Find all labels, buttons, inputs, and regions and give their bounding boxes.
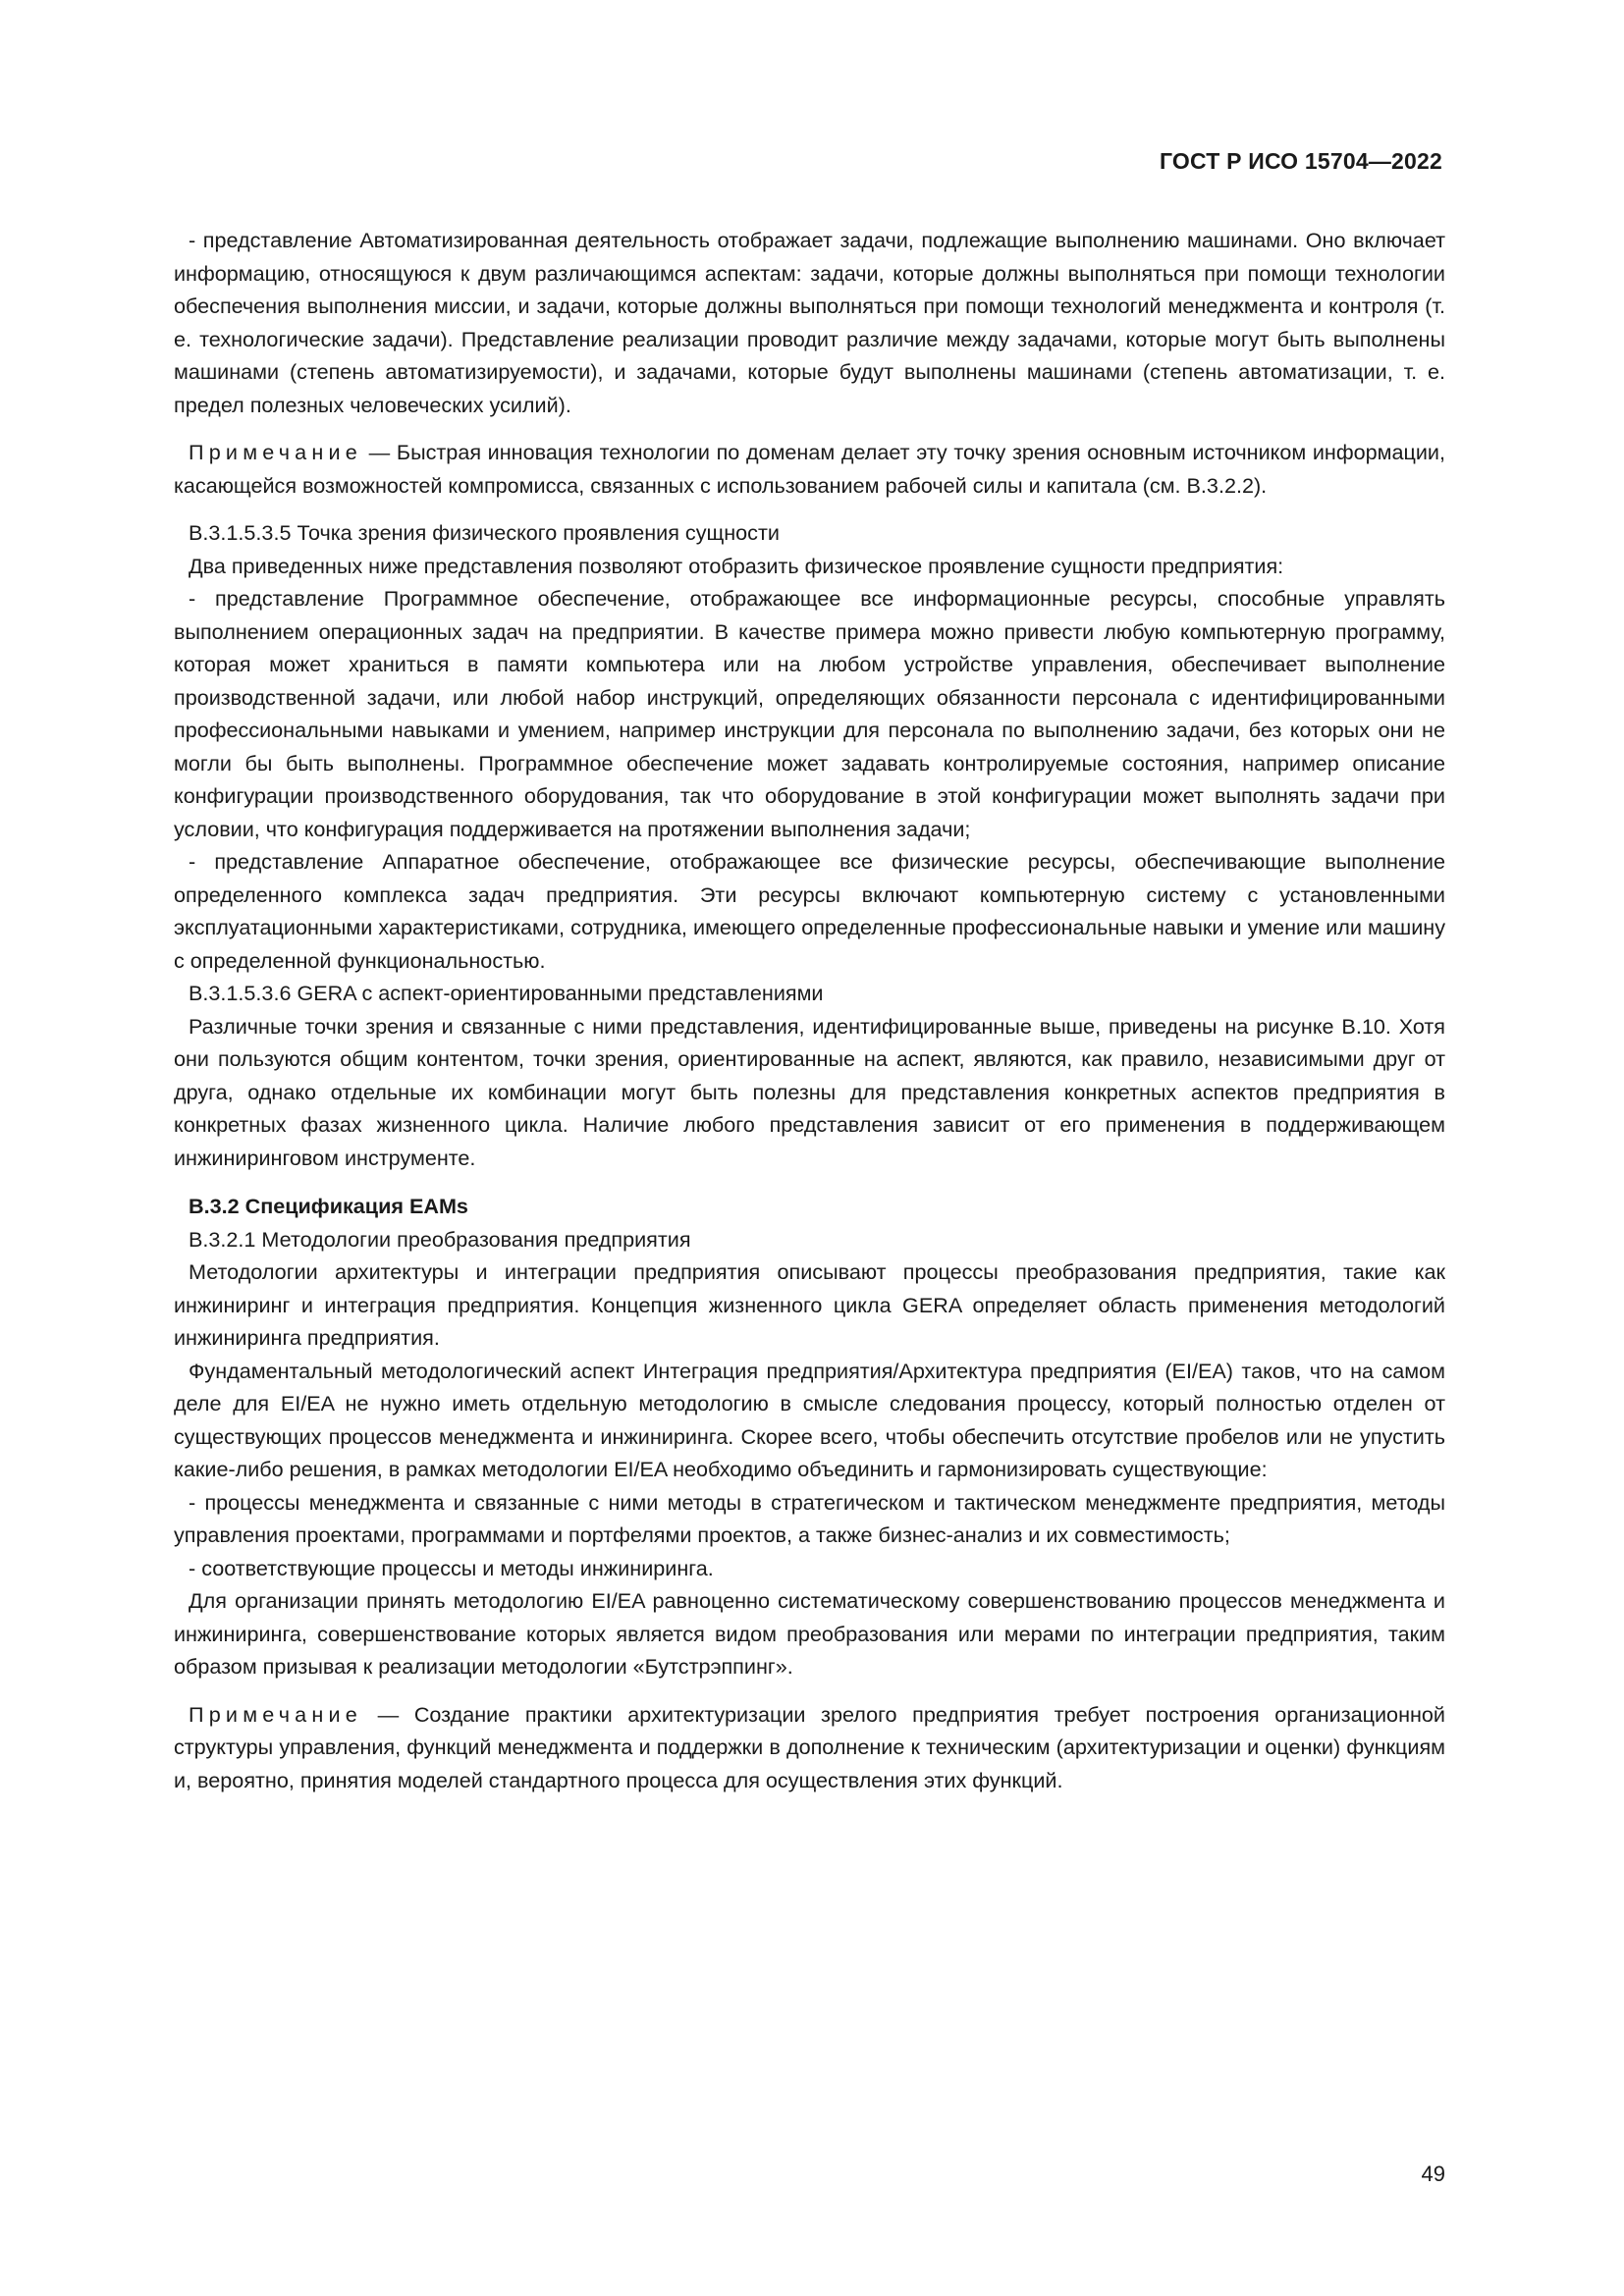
note-label: Примечание	[189, 1701, 362, 1727]
note-1	[174, 436, 1445, 502]
note-2	[174, 1698, 1445, 1797]
paragraph-automated-activity: - представление Автоматизированная деятельность отображает задачи, подлежащие выполнению машинами. Оно включает информацию, относящуюся к двум различающимся аспектам: задачи, которые должны выполняться при помощи технологии обеспечения выполнения миссии, и задачи, которые должны выполняться при помощи технологий менеджмента и контроля (т. е. технологические задачи). Представление реализации проводит различие между задачами, которые могут быть выполнены машинами (степень автоматизируемости), и задачами, которые будут выполнены машинами (степень автоматизации, т. е. предел полезных человеческих усилий).	[174, 228, 1445, 417]
document-header: ГОСТ Р ИСО 15704—2022	[1159, 148, 1442, 174]
paragraph-methodologies: Методологии архитектуры и интеграции предприятия описывают процессы преобразования предприятия, такие как инжиниринг и интеграция предприятия. Концепция жизненного цикла GERA определяет область применения методологий инжиниринга предприятия.	[174, 1259, 1445, 1350]
section-heading-b31536: В.3.1.5.3.6 GERA с аспект-ориентированными представлениями	[189, 981, 824, 1005]
paragraph-software-view: - представление Программное обеспечение, отображающее все информационные ресурсы, способные управлять выполнением операционных задач на предприятии. В качестве примера можно привести любую компьютерную программу, которая может храниться в памяти компьютера или на любом устройстве управления, обеспечивает выполнение производственной задачи, или любой набор инструкций, определяющих обязанности персонала с идентифицированными профессиональными навыками и умением, например инструкции для персонала по выполнению задачи, без которых они не могли бы быть выполнены. Программное обеспечение может задавать контролируемые состояния, например описание конфигурации производственного оборудования, так что оборудование в этой конфигурации может выполнять задачи при условии, что конфигурация поддерживается на протяжении выполнения задачи;	[174, 586, 1445, 841]
paragraph-adoption: Для организации принять методологию EI/EA равноценно систематическому совершенствованию процессов менеджмента и инжиниринга, совершенствование которых является видом преобразования или мерами по интеграции предприятия, таким образом призывая к реализации методологии «Бутстрэппинг».	[174, 1588, 1445, 1679]
page-number: 49	[1421, 2162, 1445, 2186]
paragraph-hardware-view: - представление Аппаратное обеспечение, отображающее все физические ресурсы, обеспечивающие выполнение определенного комплекса задач предприятия. Эти ресурсы включают компьютерную систему с установленными эксплуатационными характеристиками, сотрудника, имеющего определенные профессиональные навыки и умение или машину с определенной функциональностью.	[174, 849, 1445, 973]
section-heading-b321: В.3.2.1 Методологии преобразования предприятия	[189, 1226, 691, 1252]
note-text: — Быстрая инновация технологии по доменам делает эту точку зрения основным источником информации, касающейся возможностей компромисса, связанных с использованием рабочей силы и капитала (см. В.3.2.2).	[174, 440, 1445, 498]
note-label: Примечание	[189, 440, 362, 464]
section-heading-b31535: В.3.1.5.3.5 Точка зрения физического проявления сущности	[189, 520, 780, 545]
paragraph-two-views: Два приведенных ниже представления позволяют отобразить физическое проявление сущности предприятия:	[189, 553, 1284, 578]
paragraph-viewpoints: Различные точки зрения и связанные с ними представления, идентифицированные выше, приведены на рисунке В.10. Хотя они пользуются общим контентом, точки зрения, ориентированные на аспект, являются, как правило, независимыми друг от друга, однако отдельные их комбинации могут быть полезны для представления конкретных аспектов предприятия в конкретных фазах жизненного цикла. Наличие любого представления зависит от его применения в поддерживающем инжиниринговом инструменте.	[174, 1013, 1445, 1170]
page-body	[174, 224, 1445, 1796]
section-heading-b32: В.3.2 Спецификация EAMs	[189, 1194, 468, 1218]
note-text: — Создание практики архитектуризации зрелого предприятия требует построения организационной структуры управления, функций менеджмента и поддержки в дополнение к техническим (архитектуризации и оценки) функциям и, вероятно, принятия моделей стандартного процесса для осуществления этих функций.	[174, 1701, 1445, 1792]
list-item-engineering-processes: - соответствующие процессы и методы инжиниринга.	[189, 1555, 714, 1580]
paragraph-fundamental-aspect: Фундаментальный методологический аспект Интеграция предприятия/Архитектура предприятия (EI/EA) таков, что на самом деле для EI/EA не нужно иметь отдельную методологию в смысле следования процессу, который полностью отделен от существующих процессов менеджмента и инжиниринга. Скорее всего, чтобы обеспечить отсутствие пробелов или не упустить какие-либо решения, в рамках методологии EI/EA необходимо объединить и гармонизировать существующие:	[174, 1358, 1445, 1481]
list-item-management-processes: - процессы менеджмента и связанные с ними методы в стратегическом и тактическом менеджменте предприятия, методы управления проектами, программами и портфелями проектов, а также бизнес-анализ и их совместимость;	[174, 1489, 1445, 1547]
